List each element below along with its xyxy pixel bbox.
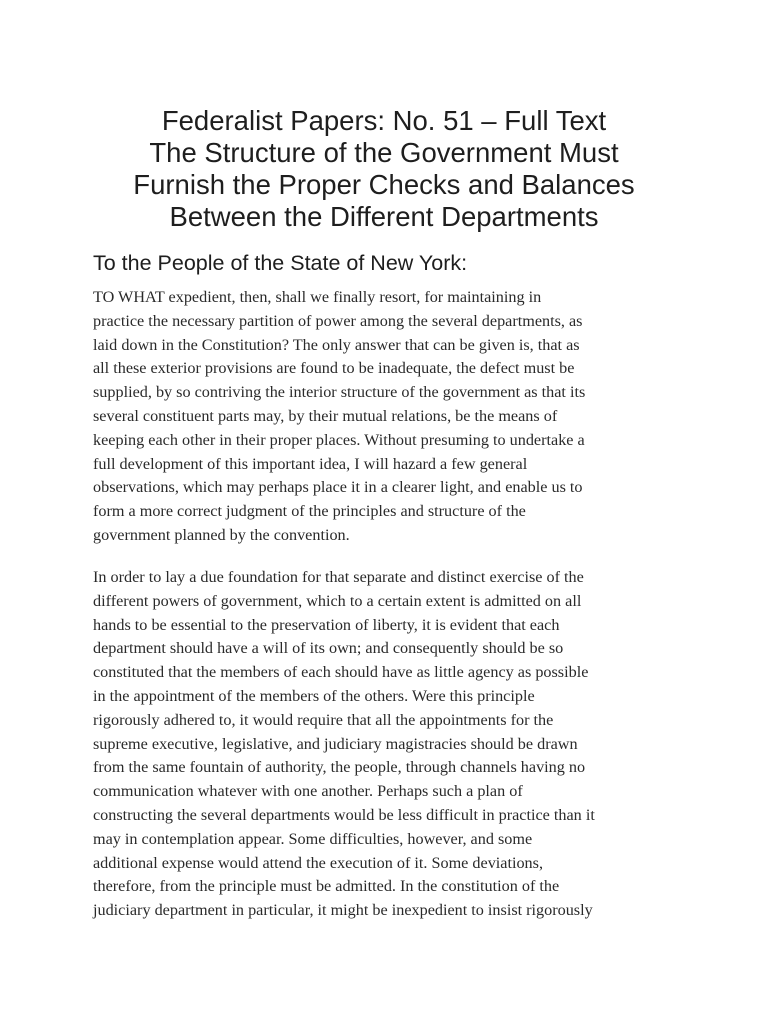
paragraph-line: from the same fountain of authority, the people, through channels having no <box>93 758 586 777</box>
document-title <box>80 105 688 233</box>
title-line: The Structure of the Government Must <box>149 137 619 168</box>
paragraph-line: rigorously adhered to, it would require that all the appointments for the <box>93 710 554 729</box>
paragraph-line: government planned by the convention. <box>93 525 350 544</box>
paragraph-line: constructing the several departments would be less difficult in practice than it <box>93 805 595 824</box>
paragraph-line: in the appointment of the members of the others. Were this principle <box>93 686 535 705</box>
salutation-heading: To the People of the State of New York: <box>93 251 468 275</box>
paragraph-line: therefore, from the principle must be admitted. In the constitution of the <box>93 877 560 896</box>
title-line: Federalist Papers: No. 51 – Full Text <box>161 105 607 136</box>
paragraph-line: may in contemplation appear. Some difficulties, however, and some <box>93 829 533 848</box>
paragraph-line: full development of this important idea, I will hazard a few general <box>93 454 528 473</box>
paragraph-2 <box>93 566 693 923</box>
paragraph-line: supreme executive, legislative, and judiciary magistracies should be drawn <box>93 734 578 753</box>
paragraph-line: practice the necessary partition of power among the several departments, as <box>93 311 583 330</box>
paragraph-line: judiciary department in particular, it might be inexpedient to insist rigorously <box>93 901 593 920</box>
paragraph-1 <box>93 286 693 548</box>
paragraph-line: keeping each other in their proper places. Without presuming to undertake a <box>93 430 585 449</box>
paragraph-line: department should have a will of its own; and consequently should be so <box>93 639 564 658</box>
paragraph-line: communication whatever with one another. Perhaps such a plan of <box>93 782 523 801</box>
paragraph-line: form a more correct judgment of the principles and structure of the <box>93 502 526 521</box>
paragraph-line: several constituent parts may, by their mutual relations, be the means of <box>93 406 558 425</box>
paragraph-line: In order to lay a due foundation for that separate and distinct exercise of the <box>93 568 584 586</box>
title-line: Between the Different Departments <box>169 201 599 232</box>
paragraph-line: observations, which may perhaps place it in a clearer light, and enable us to <box>93 478 583 497</box>
title-line: Furnish the Proper Checks and Balances <box>133 169 635 200</box>
paragraph-line: different powers of government, which to a certain extent is admitted on all <box>93 591 582 610</box>
paragraph-line: TO WHAT expedient, then, shall we finally resort, for maintaining in <box>93 288 542 306</box>
paragraph-line: all these exterior provisions are found to be inadequate, the defect must be <box>93 359 575 378</box>
paragraph-line: additional expense would attend the execution of it. Some deviations, <box>93 853 543 872</box>
paragraph-line: constituted that the members of each should have as little agency as possible <box>93 663 589 682</box>
paragraph-line: laid down in the Constitution? The only answer that can be given is, that as <box>93 335 580 354</box>
paragraph-line: hands to be essential to the preservation of liberty, it is evident that each <box>93 615 560 634</box>
paragraph-line: supplied, by so contriving the interior structure of the government as that its <box>93 383 586 402</box>
